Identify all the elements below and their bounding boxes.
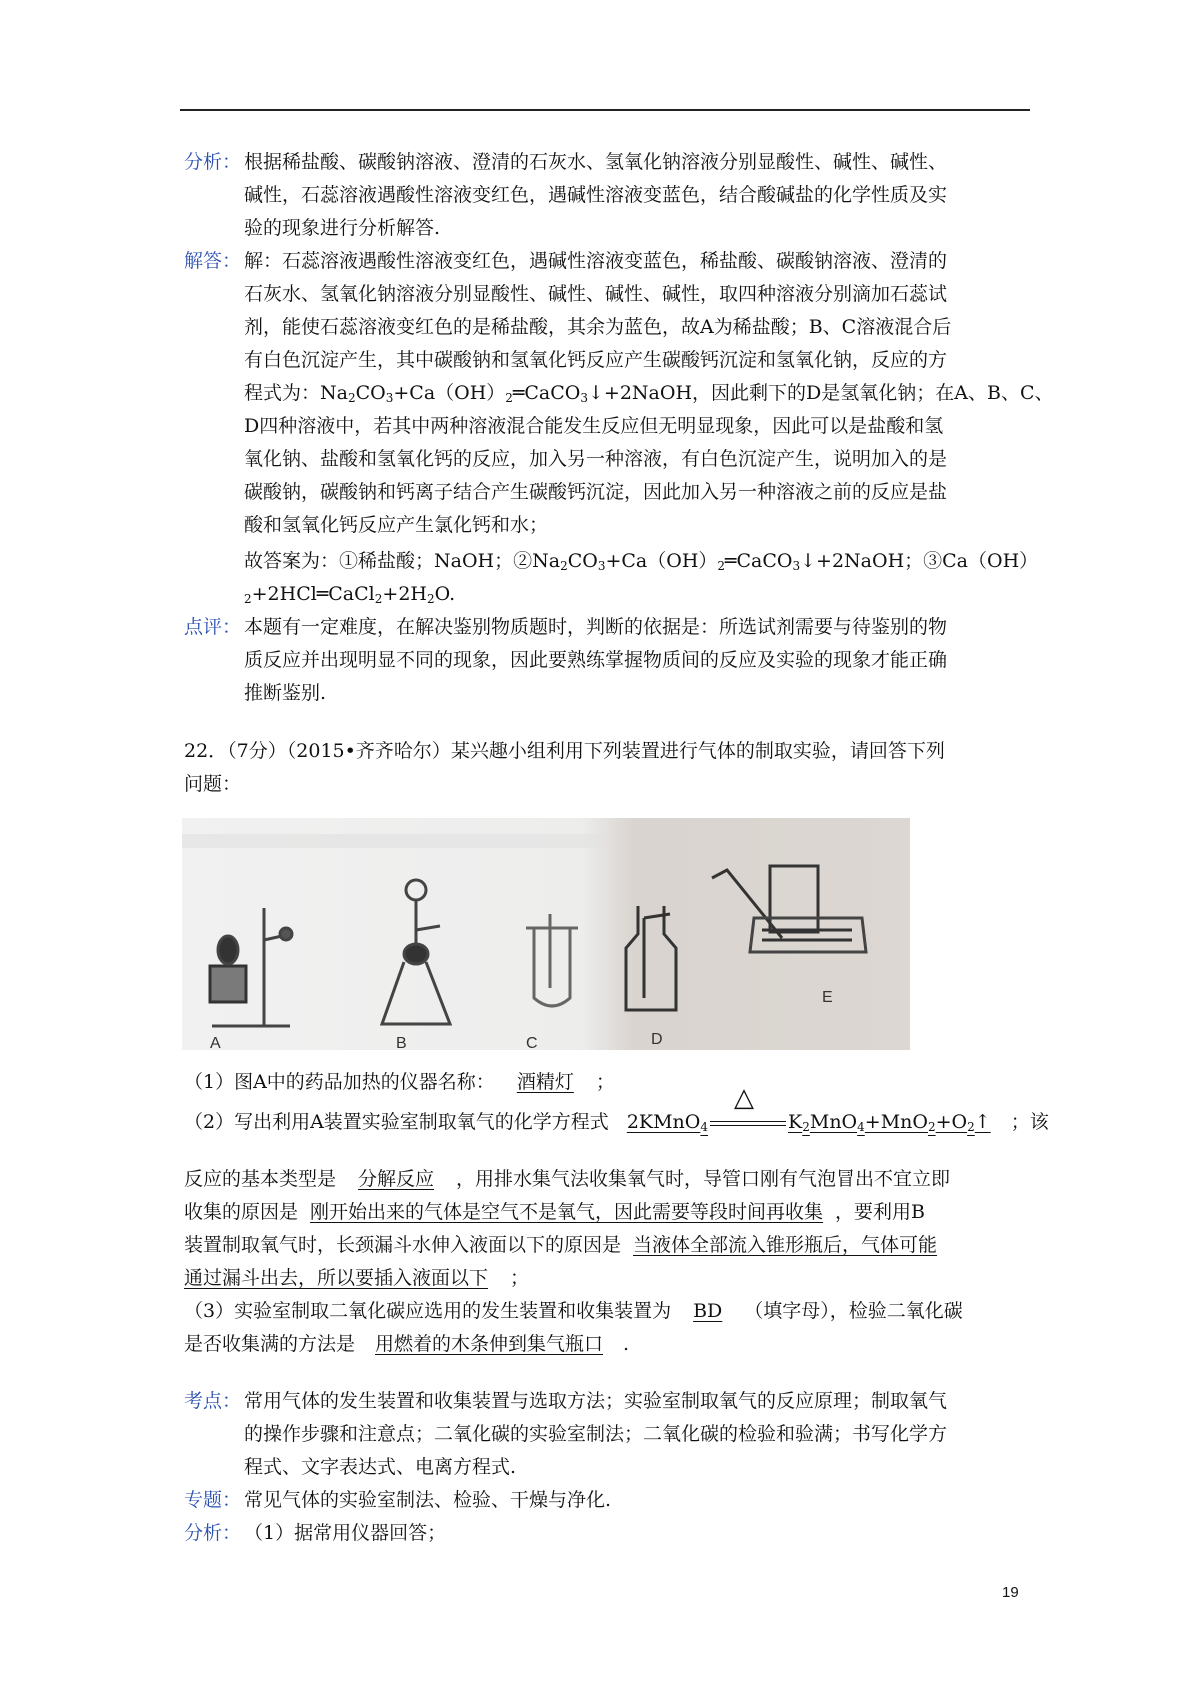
answer-line: 碳酸钠，碳酸钠和钙离子结合产生碳酸钙沉淀，因此加入另一种溶液之前的反应是盐	[244, 481, 948, 503]
comment-line: 推断鉴别.	[244, 682, 327, 704]
q3-line: （3）实验室制取二氧化碳应选用的发生装置和收集装置为 BD （填字母），检验二氧化碳	[184, 1300, 963, 1322]
zhuanti-label: 专题：	[184, 1489, 242, 1511]
final-answer-line: 故答案为：①稀盐酸；NaOH；$②Na_2CO_3+Ca(OH)_2═CaCO_3↓+2NaOH$；③Ca（OH）	[244, 550, 1039, 573]
analysis-line: 验的现象进行分析解答.	[244, 217, 441, 239]
comment-line: 本题有一定难度，在解决鉴别物质题时，判断的依据是：所选试剂需要与待鉴别的物	[244, 616, 948, 638]
q1-answer: 酒精灯	[516, 1071, 574, 1093]
apparatus-figure	[182, 818, 910, 1050]
analysis2-text: （1）据常用仪器回答；	[244, 1522, 447, 1544]
reason2-answer: 当液体全部流入锥形瓶后，气体可能	[633, 1234, 938, 1256]
answer-line: 氧化钠、盐酸和氢氧化钙的反应，加入另一种溶液，有白色沉淀产生，说明加入的是	[244, 448, 948, 470]
figure-label-a: A	[210, 1035, 221, 1050]
final-answer-line2: $_2+2HCl═CaCl_2+2H_2O$.	[244, 583, 456, 606]
q2-line: 通过漏斗出去，所以要插入液面以下 ；	[184, 1267, 530, 1289]
answer-line: 剂，能使石蕊溶液变红色的是稀盐酸，其余为蓝色，故A为稀盐酸；B、C溶液混合后	[244, 316, 952, 338]
kaodian-line: 常用气体的发生装置和收集装置与选取方法；实验室制取氧气的反应原理；制取氧气	[244, 1390, 948, 1412]
figure-label-b: B	[396, 1035, 407, 1050]
q1-line: （1）图A中的药品加热的仪器名称： 酒精灯 ；	[184, 1071, 615, 1093]
reaction-type-answer: 分解反应	[358, 1168, 435, 1190]
figure-label-d: D	[651, 1031, 663, 1048]
answer-line: 解：石蕊溶液遇酸性溶液变红色，遇碱性溶液变蓝色，稀盐酸、碳酸钠溶液、澄清的	[244, 250, 948, 272]
comment-label: 点评：	[184, 616, 242, 638]
q3-answer: BD	[693, 1300, 723, 1322]
q3-answer2: 用燃着的木条伸到集气瓶口	[375, 1333, 604, 1355]
q2-line: 反应的基本类型是 分解反应 ，用排水集气法收集氧气时，导管口刚有气泡冒出不宜立即	[184, 1168, 951, 1190]
q2-line: 装置制取氧气时，长颈漏斗水伸入液面以下的原因是 当液体全部流入锥形瓶后，气体可能	[184, 1234, 938, 1256]
kaodian-line: 的操作步骤和注意点；二氧化碳的实验室制法；二氧化碳的检验和验满；书写化学方	[244, 1423, 948, 1445]
q2-line: （2）写出利用A装置实验室制取氧气的化学方程式 2KMnO$_4$ △ $K_2MnO_4+MnO_2+O_2↑$ ；该	[184, 1083, 1049, 1134]
question-22-line: 问题：	[184, 773, 242, 795]
kaodian-label: 考点：	[184, 1390, 242, 1412]
q3-line: 是否收集满的方法是 用燃着的木条伸到集气瓶口 .	[184, 1333, 630, 1355]
analysis-line: 根据稀盐酸、碳酸钠溶液、澄清的石灰水、氢氧化钠溶液分别显酸性、碱性、碱性、	[244, 151, 948, 173]
q2-line: 收集的原因是 刚开始出来的气体是空气不是氧气，因此需要等段时间再收集 ，要利用B	[184, 1201, 925, 1223]
analysis-line: 碱性，石蕊溶液遇酸性溶液变红色，遇碱性溶液变蓝色，结合酸碱盐的化学性质及实	[244, 184, 948, 206]
figure-label-e: E	[822, 989, 833, 1006]
analysis-label: 分析：	[184, 151, 242, 173]
kaodian-line: 程式、文字表达式、电离方程式.	[244, 1456, 517, 1478]
zhuanti-text: 常见气体的实验室制法、检验、干燥与净化.	[244, 1489, 612, 1511]
answer-line: 酸和氢氧化钙反应产生氯化钙和水；	[244, 514, 549, 536]
page-number: 19	[1002, 1584, 1019, 1601]
answer-label: 解答：	[184, 250, 242, 272]
answer-line: 有白色沉淀产生，其中碳酸钠和氢氧化钙反应产生碳酸钙沉淀和氢氧化钠，反应的方	[244, 349, 948, 371]
heat-condition: △	[734, 1083, 755, 1113]
header-rule	[180, 109, 1030, 111]
answer-line: 石灰水、氢氧化钠溶液分别显酸性、碱性、碱性、碱性，取四种溶液分别滴加石蕊试	[244, 283, 948, 305]
analysis2-label: 分析：	[184, 1522, 242, 1544]
comment-line: 质反应并出现明显不同的现象，因此要熟练掌握物质间的反应及实验的现象才能正确	[244, 649, 948, 671]
figure-label-c: C	[526, 1035, 538, 1050]
answer-line: D四种溶液中，若其中两种溶液混合能发生反应但无明显现象，因此可以是盐酸和氢	[244, 415, 944, 437]
answer-equation-line: 程式为：$Na_2CO_3+Ca(OH)_2═CaCO_3↓+2NaOH$，因此剩下的D是氢氧化钠；在A、B、C、	[244, 382, 1054, 405]
reason-answer: 刚开始出来的气体是空气不是氧气，因此需要等段时间再收集	[310, 1201, 824, 1223]
question-22-line: 22．（7分）（2015•齐齐哈尔）某兴趣小组利用下列装置进行气体的制取实验，请回答下列	[184, 740, 945, 762]
